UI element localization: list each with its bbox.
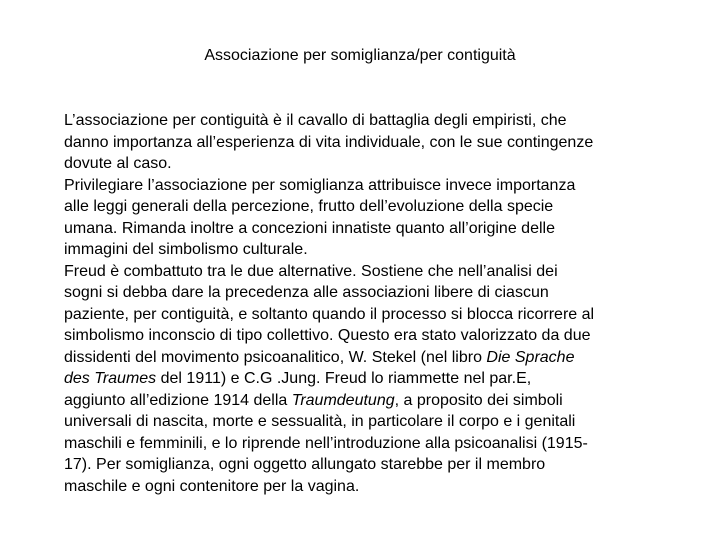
body-line <box>64 175 664 197</box>
slide-body-text <box>64 110 664 497</box>
body-line <box>64 196 664 218</box>
body-text-segment: 17). Per somiglianza, ogni oggetto allungato starebbe per il membro <box>64 456 546 473</box>
body-line <box>64 261 664 283</box>
body-line <box>64 325 664 347</box>
italic-title-text: Die Sprache <box>486 348 575 366</box>
body-text-segment: alle leggi generali della percezione, frutto dell’evoluzione della specie <box>64 198 554 215</box>
body-line <box>64 110 664 132</box>
body-line <box>64 239 664 261</box>
body-text-segment: paziente, per contiguità, e soltanto quando il processo si blocca ricorrere al <box>64 305 595 323</box>
italic-title-text: des Traumes <box>64 370 157 387</box>
body-text-segment: , a proposito dei simboli <box>394 391 563 409</box>
body-text-segment: simbolismo inconscio di tipo collettivo. Questo era stato valorizzato da due <box>64 327 591 344</box>
body-text-segment: sogni si debba dare la precedenza alle associazioni libere di ciascun <box>64 284 549 301</box>
italic-title-text: Traumdeutung <box>291 391 395 409</box>
body-line <box>64 347 664 369</box>
body-line <box>64 411 664 433</box>
body-text-segment: Privilegiare l’associazione per somiglianza attribuisce invece importanza <box>64 176 576 194</box>
body-text-segment: umana. Rimanda inoltre a concezioni innatiste quanto all’origine delle <box>64 219 555 237</box>
body-line <box>64 282 664 304</box>
body-text-segment: Freud è combattuto tra le due alternative. Sostiene che nell’analisi dei <box>64 262 558 280</box>
body-line <box>64 218 664 240</box>
body-text-segment: aggiunto all’edizione 1914 della <box>64 391 292 409</box>
body-text-segment: danno importanza all’esperienza di vita individuale, con le sue contingenze <box>64 133 594 151</box>
body-text-segment: dissidenti del movimento psicoanalitico, W. Stekel (nel libro <box>64 348 487 366</box>
body-line <box>64 476 664 498</box>
body-line <box>64 368 664 390</box>
body-line <box>64 153 664 175</box>
body-text-segment: immagini del simbolismo culturale. <box>64 241 308 258</box>
slide-title: Associazione per somiglianza/per contiguità <box>204 47 516 64</box>
body-line <box>64 132 664 154</box>
body-text-segment: universali di nascita, morte e sessualità, in particolare il corpo e i genitali <box>64 413 576 430</box>
body-line <box>64 390 664 412</box>
body-text-segment: maschile e ogni contenitore per la vagina. <box>64 477 360 495</box>
body-text-segment: maschili e femminili, e lo riprende nell’introduzione alla psicoanalisi (1915- <box>64 434 588 452</box>
body-text-segment: del 1911) e C.G .Jung. Freud lo riammette nel par.E, <box>156 370 532 387</box>
body-line <box>64 304 664 326</box>
body-line <box>64 454 664 476</box>
body-line <box>64 433 664 455</box>
body-text-segment: L’associazione per contiguità è il cavallo di battaglia degli empiristi, che <box>64 112 567 129</box>
body-text-segment: dovute al caso. <box>64 155 172 172</box>
